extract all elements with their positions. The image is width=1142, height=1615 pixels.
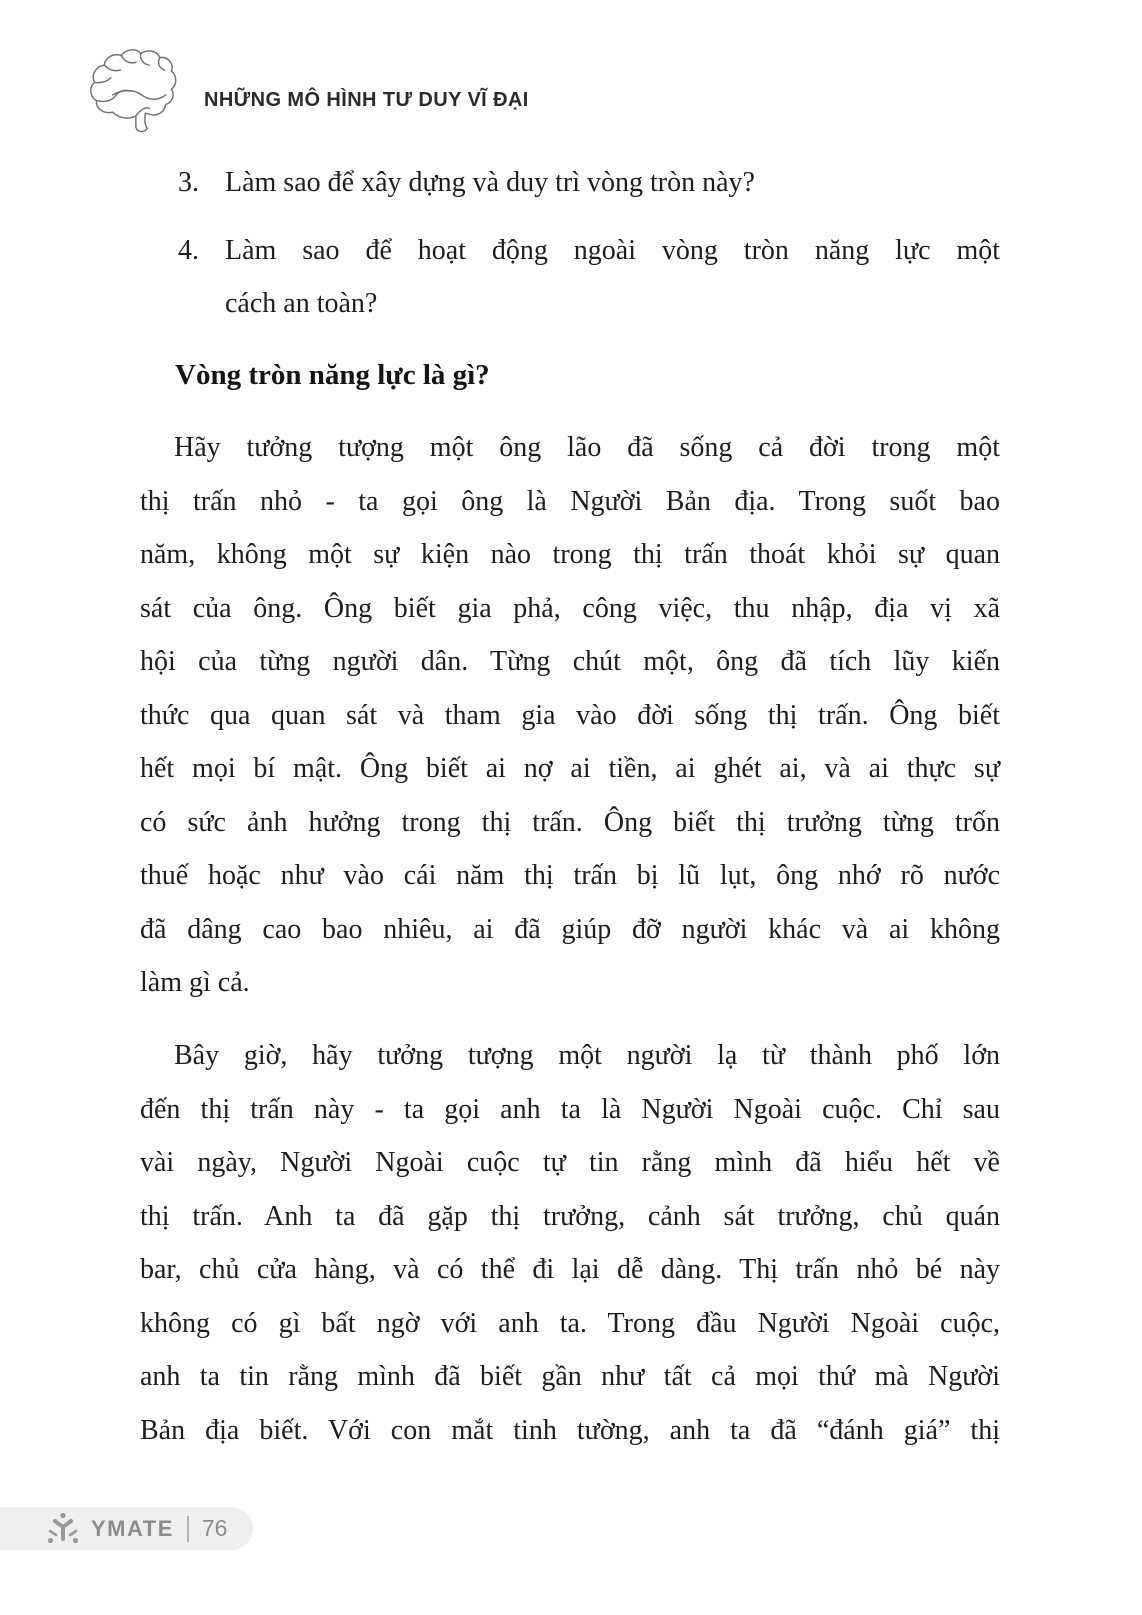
text-line: năm, không một sự kiện nào trong thị trấn thoát khỏi sự quan <box>140 539 1000 570</box>
ymate-logo-icon <box>46 1512 80 1546</box>
text-line: vài ngày, Người Ngoài cuộc tự tin rằng mình đã hiểu hết về <box>140 1147 1000 1178</box>
footer <box>0 1507 253 1550</box>
list-item-line: cách an toàn? <box>225 288 378 319</box>
list-item-number: 4. <box>178 234 199 266</box>
text-line: Bây giờ, hãy tưởng tượng một người lạ từ thành phố lớn <box>174 1040 1000 1071</box>
list-item <box>178 156 1000 210</box>
brain-icon <box>84 46 180 140</box>
paragraph <box>140 421 1000 1010</box>
running-title: NHỮNG MÔ HÌNH TƯ DUY VĨ ĐẠI <box>204 88 529 111</box>
question-list <box>178 156 1000 331</box>
text-line: Hãy tưởng tượng một ông lão đã sống cả đời trong một <box>174 432 1000 463</box>
list-item-line: Làm sao để xây dựng và duy trì vòng tròn này? <box>225 167 755 198</box>
text-line: đã dâng cao bao nhiêu, ai đã giúp đỡ người khác và ai không <box>140 913 1000 945</box>
text-line: thị trấn. Anh ta đã gặp thị trưởng, cảnh sát trưởng, chủ quán <box>140 1200 1000 1232</box>
footer-divider <box>187 1516 189 1542</box>
list-item-number: 3. <box>178 167 199 198</box>
list-item-text <box>225 156 1000 210</box>
paragraph <box>140 1029 1000 1457</box>
text-line: hội của từng người dân. Từng chút một, ông đã tích lũy kiến <box>140 646 1000 677</box>
list-item-text <box>225 224 1000 331</box>
text-line: không có gì bất ngờ với anh ta. Trong đầu Người Ngoài cuộc, <box>140 1307 1000 1339</box>
page-number: 76 <box>201 1515 228 1541</box>
text-line: hết mọi bí mật. Ông biết ai nợ ai tiền, ai ghét ai, và ai thực sự <box>140 753 1000 784</box>
list-item-line: Làm sao để hoạt động ngoài vòng tròn năng lực một <box>225 234 1000 266</box>
text-line: thuế hoặc như vào cái năm thị trấn bị lũ lụt, ông nhớ rõ nước <box>140 860 1000 891</box>
text-line: Bản địa biết. Với con mắt tinh tường, anh ta đã “đánh giá” thị <box>140 1414 1000 1446</box>
list-item <box>178 224 1000 331</box>
section-heading: Vòng tròn năng lực là gì? <box>175 359 490 391</box>
text-line: thức qua quan sát và tham gia vào đời sống thị trấn. Ông biết <box>140 699 1000 731</box>
text-line: bar, chủ cửa hàng, và có thể đi lại dễ dàng. Thị trấn nhỏ bé này <box>140 1254 1000 1285</box>
text-line: làm gì cả. <box>140 967 250 998</box>
text-line: có sức ảnh hưởng trong thị trấn. Ông biết thị trưởng từng trốn <box>140 806 1000 838</box>
text-line: thị trấn nhỏ - ta gọi ông là Người Bản địa. Trong suốt bao <box>140 485 1000 517</box>
text-line: anh ta tin rằng mình đã biết gần như tất cả mọi thứ mà Người <box>140 1361 1000 1392</box>
text-line: đến thị trấn này - ta gọi anh ta là Người Ngoài cuộc. Chỉ sau <box>140 1093 1000 1125</box>
text-line: sát của ông. Ông biết gia phả, công việc, thu nhập, địa vị xã <box>140 592 1000 624</box>
footer-brand: YMATE <box>91 1515 174 1541</box>
page-header <box>84 46 529 140</box>
